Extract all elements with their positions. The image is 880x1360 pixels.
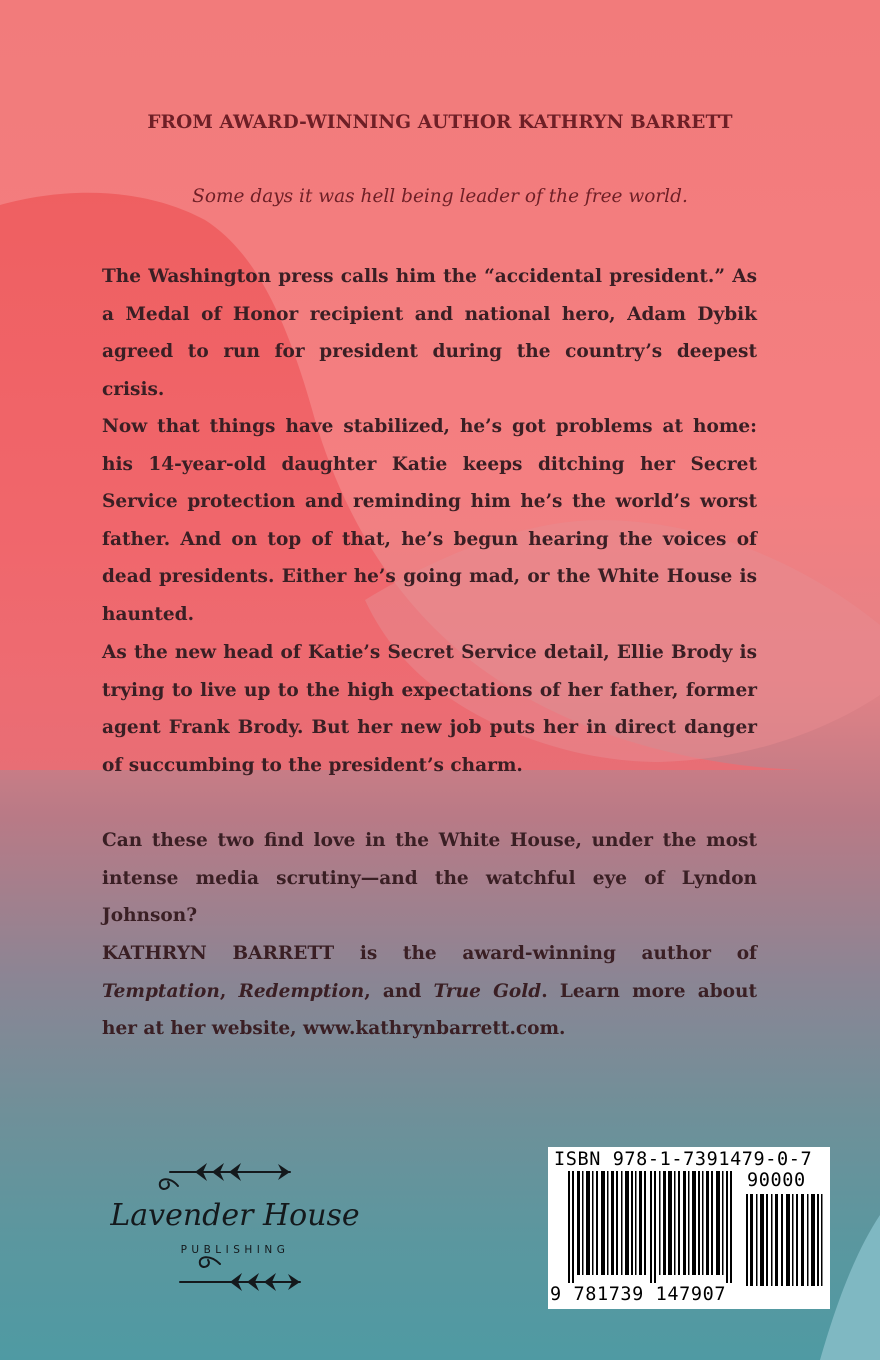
blurb-paragraph-2: Now that things have stabilized, he’s got problems at home: his 14-year-old daughter Katie keeps ditching her Secret Service protection and reminding him he’s the world’s worst father. And on top of that, he’s begun hearing the voices of dead presidents. Either he’s going mad, or the White House is haunted. [102,416,757,625]
publisher-logo [100,1158,370,1298]
isbn-label: ISBN 978-1-7391479-0-7 [554,1149,813,1170]
author-bio [102,935,757,1048]
tagline: Some days it was hell being leader of the free world. [192,186,688,207]
ean-digits: 9 781739 147907 [550,1284,727,1305]
bio-text-2: . Learn more about her at her website, www.kathrynbarrett.com. [102,980,757,1039]
book-title-true-gold: True Gold [433,980,542,1002]
bio-text-1: KATHRYN BARRETT is the award-winning author of [102,943,757,964]
price-code: 90000 [747,1170,806,1191]
publisher-name: Lavender House [110,1198,360,1233]
isbn-barcode [548,1147,830,1309]
bio-sep-1: , [219,980,239,1002]
publisher-subtitle: PUBLISHING [180,1244,290,1256]
book-title-redemption: Redemption [238,980,365,1002]
addon-barcode-bars [746,1194,824,1286]
cover-heading: FROM AWARD-WINNING AUTHOR KATHRYN BARRETT [147,112,733,133]
bio-sep-2: , and [364,980,434,1002]
blurb-paragraph-4: Can these two find love in the White House, under the most intense media scrutiny—and the watchful eye of Lyndon Johnson? [102,830,757,926]
blurb-paragraph-1: The Washington press calls him the “accidental president.” As a Medal of Honor recipient and national hero, Adam Dybik agreed to run for president during the country’s deepest crisis. [102,266,757,400]
book-title-temptation: Temptation [102,980,220,1002]
ean-barcode-bars [568,1171,738,1283]
blurb-paragraph-3: As the new head of Katie’s Secret Service detail, Ellie Brody is trying to live up to the high expectations of her father, former agent Frank Brody. But her new job puts her in direct danger of succumbing to the president’s charm. [102,642,757,776]
